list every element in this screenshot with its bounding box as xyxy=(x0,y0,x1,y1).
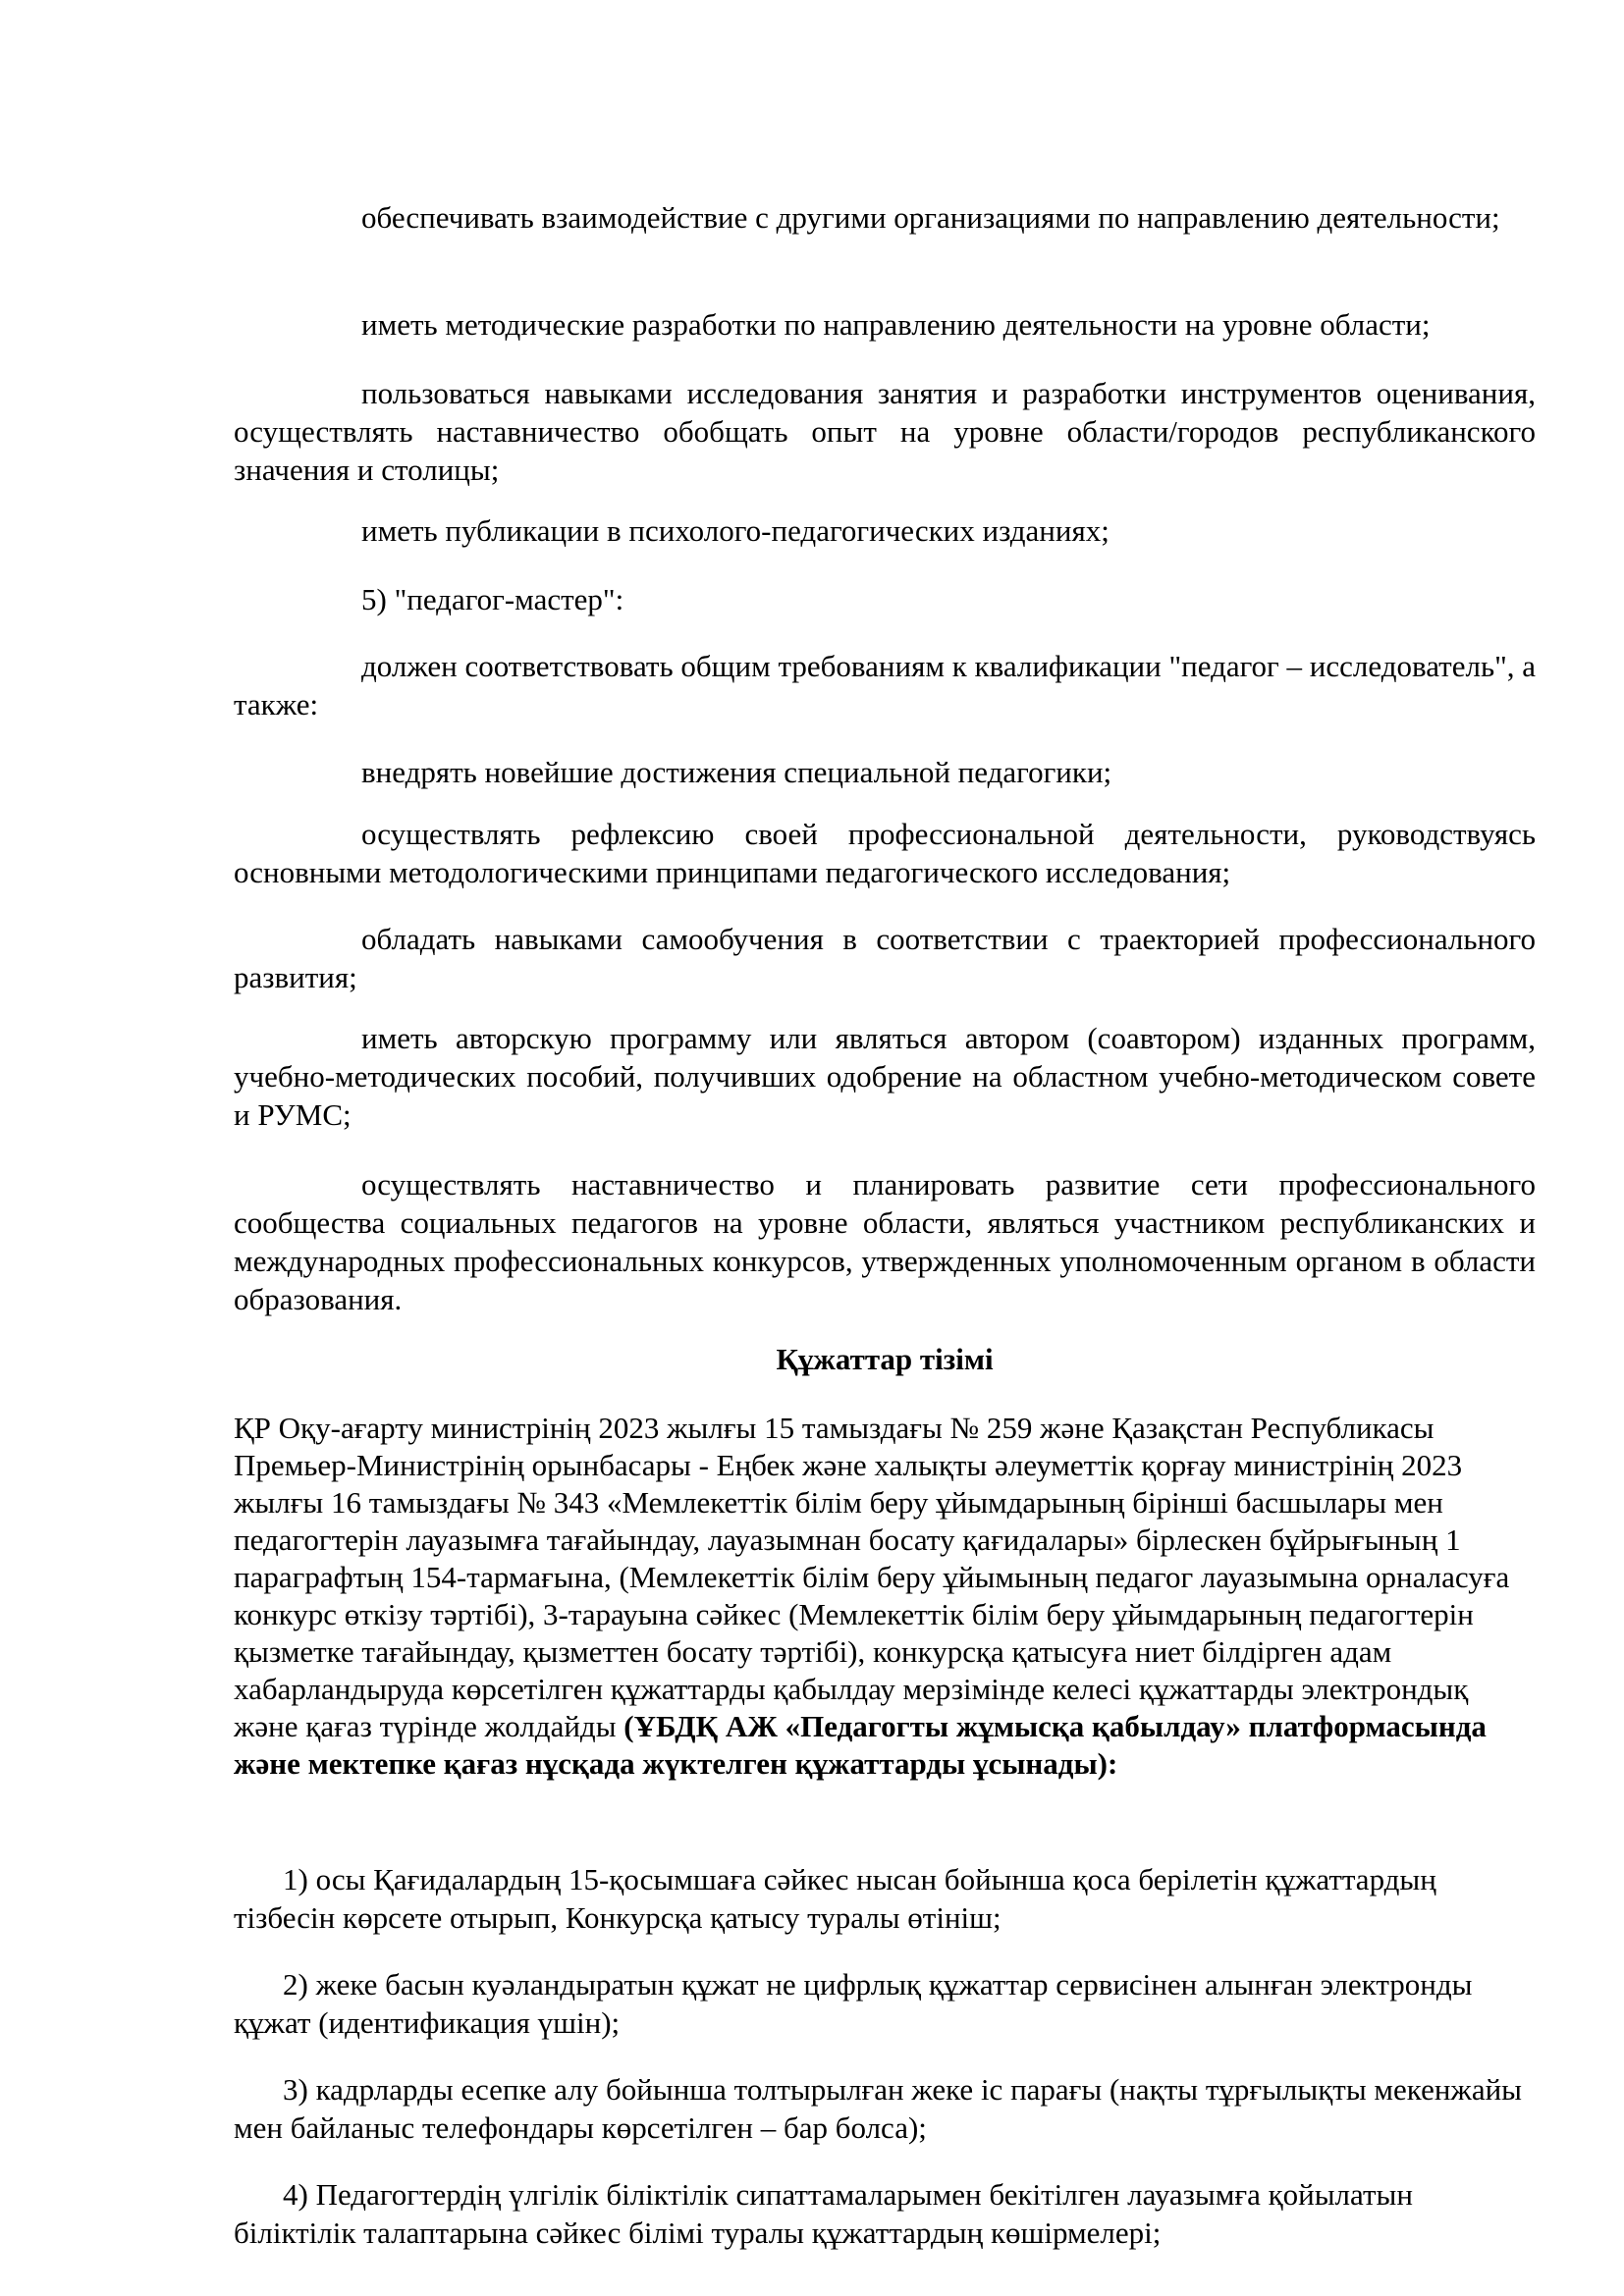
list-item: 1) осы Қағидалардың 15-қосымшаға сәйкес нысан бойынша қоса берілетін құжаттардың тізбесін көрсете отырып, Конкурсқа қатысу туралы өтініш; xyxy=(234,1862,1436,1935)
paragraph-publications: иметь публикации в психолого-педагогических изданиях; xyxy=(361,513,1110,548)
paragraph-interaction: обеспечивать взаимодействие с другими организациями по направлению деятельности; xyxy=(361,200,1500,235)
paragraph-innovations: внедрять новейшие достижения специальной педагогики; xyxy=(361,755,1112,789)
paragraph-master-requirements: должен соответствовать общим требованиям к квалификации "педагог – исследователь", а также: xyxy=(234,649,1536,721)
paragraph-self-learning: обладать навыками самообучения в соответствии с траекторией профессионального развития; xyxy=(234,922,1536,994)
paragraph-research-skills: пользоваться навыками исследования занятия и разработки инструментов оценивания, осуществлять наставничество обобщать опыт на уровне области/городов республиканского значения и столицы; xyxy=(234,376,1536,487)
intro-bold-text: (ҰБДҚ АЖ «Педагогты жұмысқа қабылдау» платформасында және мектепке қағаз нұсқада жүктелген құжаттарды ұсынады): xyxy=(234,1709,1487,1781)
paragraph-mentoring: осуществлять наставничество и планировать развитие сети профессионального сообщества социальных педагогов на уровне области, являться участником республиканских и международных профессиональных конкурсов, утвержденных уполномоченным органом в области образования. xyxy=(234,1167,1536,1316)
paragraph-author-program: иметь авторскую программу или являться автором (соавтором) изданных программ, учебно-методических пособий, получивших одобрение на областном учебно-методическом совете и РУМС; xyxy=(234,1021,1536,1132)
section-heading: Құжаттар тізімі xyxy=(776,1342,994,1376)
list-item: 3) кадрларды есепке алу бойынша толтырылған жеке іс парағы (нақты тұрғылықты мекенжайы мен байланыс телефондары көрсетілген – бар болса); xyxy=(234,2072,1523,2145)
intro-text: ҚР Оқу-ағарту министрінің 2023 жылғы 15 тамыздағы № 259 және Қазақстан Республикасы Премьер-Министрінің орынбасары - Еңбек және халықты әлеуметтік қорғау министрінің 2023 жылғы 16 тамыздағы № 343 «Мемлекеттік білім беру ұйымдарының бірінші басшылары мен педагогтерін лауазымға тағайындау, лауазымнан босату қағидалары» бірлескен бұйрығының 1 параграфтың 154-тармағына, (Мемлекеттік білім беру ұйымының педагог лауазымына орналасуға конкурс өткізу тәртібі), 3-тарауына сәйкес (Мемлекеттік білім беру ұйымдарының педагогтерін қызметке тағайындау, қызметтен босату тәртібі), конкурсқа қатысуға ниет білдірген адам хабарландыруда көрсетілген құжаттарды қабылдау мерзімінде келесі құжаттарды электрондық және қағаз түрінде жолдайды xyxy=(234,1411,1510,1743)
paragraph-methodical: иметь методические разработки по направлению деятельности на уровне области; xyxy=(361,307,1431,342)
paragraph-reflection: осуществлять рефлексию своей профессиональной деятельности, руководствуясь основными методологическими принципами педагогического исследования; xyxy=(234,817,1536,889)
intro-paragraph xyxy=(234,1410,1536,1783)
list-item: 2) жеке басын куәландыратын құжат не цифрлық құжаттар сервисінен алынған электронды құжат (идентификация үшін); xyxy=(234,1967,1473,2040)
paragraph-master-title: 5) "педагог-мастер": xyxy=(361,582,624,616)
list-item: 4) Педагогтердің үлгілік біліктілік сипаттамаларымен бекітілген лауазымға қойылатын біліктілік талаптарына сәйкес білімі туралы құжаттардың көшірмелері; xyxy=(234,2177,1413,2250)
